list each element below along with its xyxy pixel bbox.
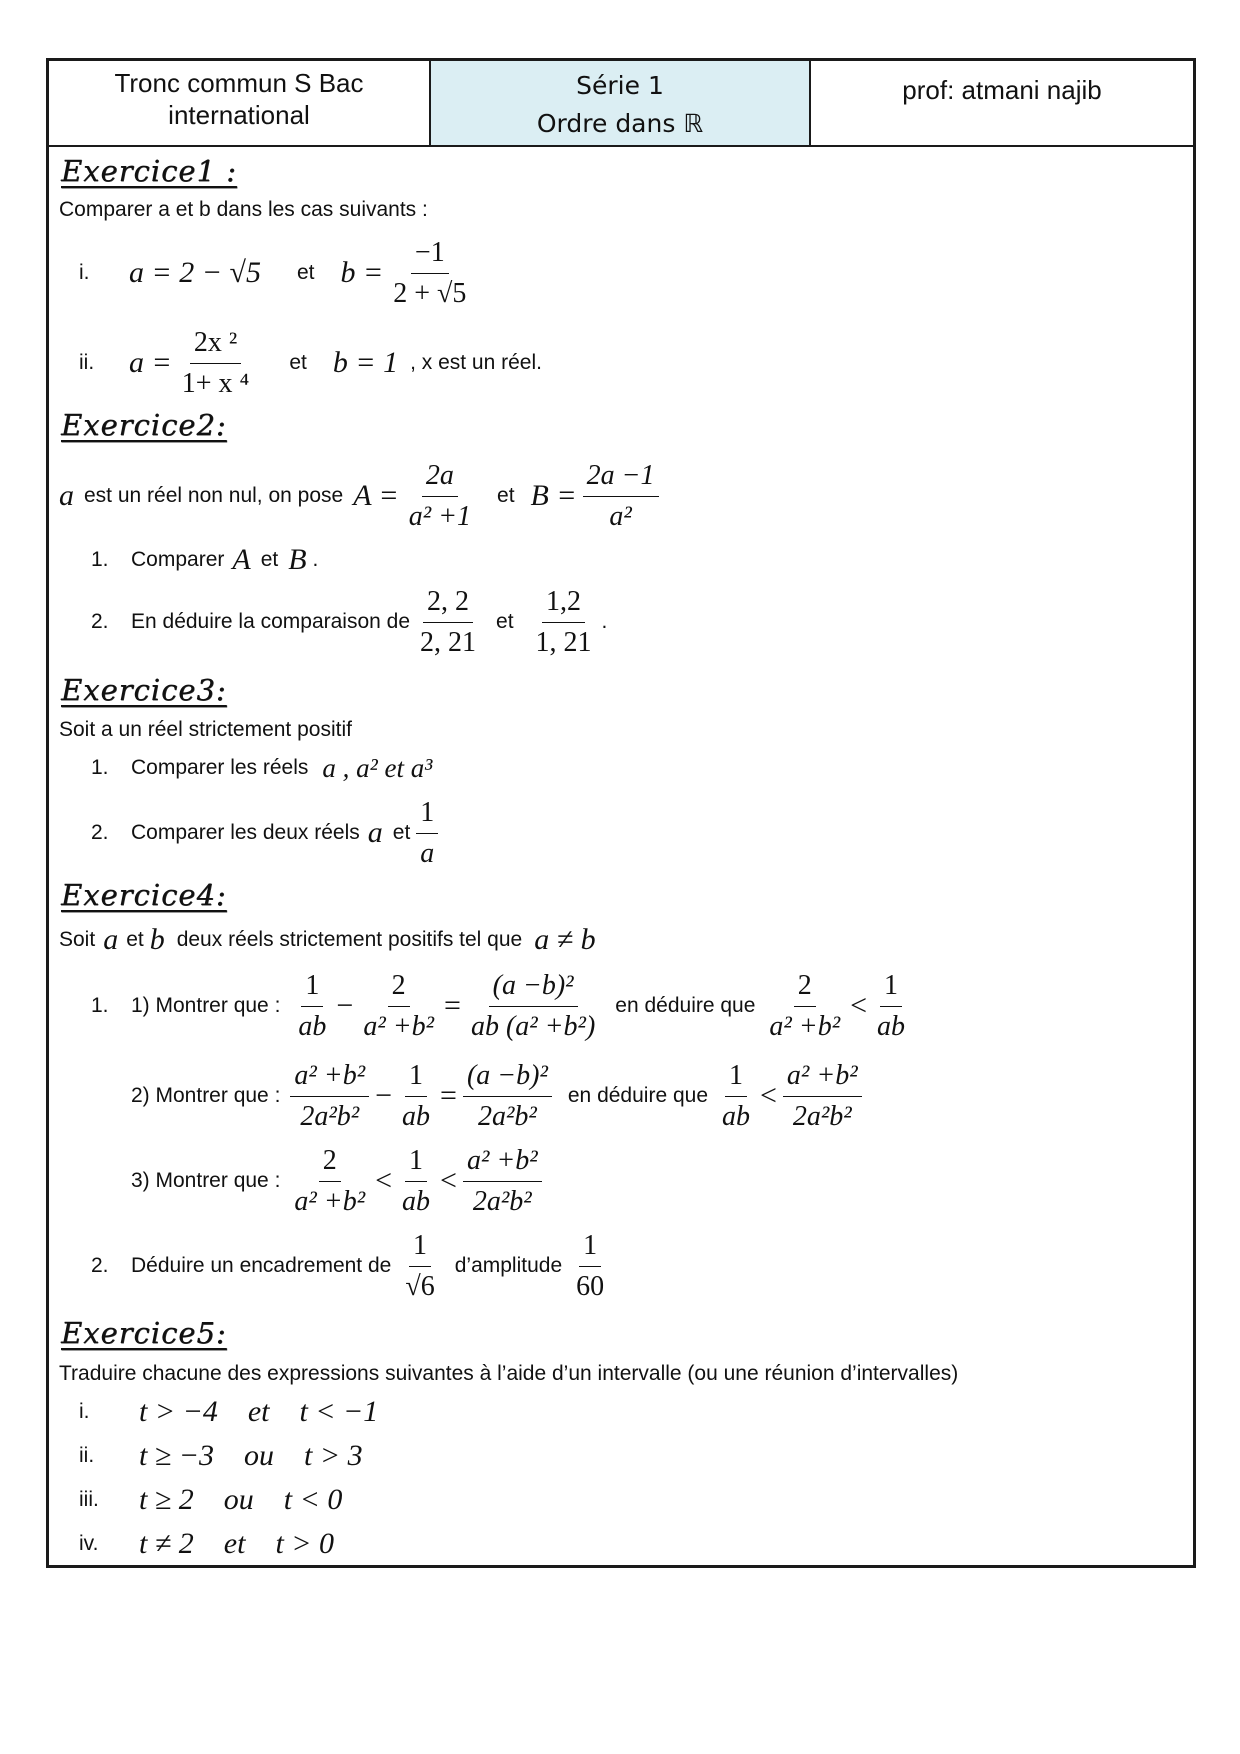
exercise-2-question-1: 1. Comparer A et B . [91, 543, 319, 576]
header-table [49, 61, 1193, 147]
fraction: $\frac{\text{(a −b)²}}{\text{2a²b²}}$ [463, 1060, 552, 1133]
exercise-4-step-1: 1. 1) Montrer que : $\frac{1}{ab}$ − $\frac{2}{\text{a² +b²}}$ = $\frac{\text{(a −b)²}}{\text{ab (a² +b²)}}$ en déduire que $\frac{2}{\text{a² +b²}}$ < $\frac{1}{ab}$ [91, 958, 915, 1054]
exercise-5-item: ii. t ≥ −3 ou t > 3 [79, 1439, 363, 1472]
fraction: $\frac{1}{60}$ [576, 1229, 605, 1302]
exercise-3-intro: Soit a un réel strictement positif [59, 718, 352, 741]
fraction: $\frac{1}{ab}$ [298, 969, 327, 1042]
exercise-4-step-3: 3) Montrer que : $\frac{2}{\text{a² +b²}}$ < $\frac{1}{ab}$ < $\frac{\text{a² +b²}}{\text{2a²b²}}$ [91, 1133, 548, 1229]
exercise-1-title: Exercice1 : [61, 154, 237, 188]
exercise-3-question-2: 2. Comparer les deux réels a et $\frac{1}{a}$ [91, 788, 444, 878]
fraction: $\frac{1}{√6}$ [405, 1229, 435, 1302]
exercise-5-item: iii. t ≥ 2 ou t < 0 [79, 1483, 343, 1516]
fraction: $\frac{\text{(a −b)²}}{\text{ab (a² +b²)}}$ [470, 969, 596, 1042]
fraction: $\frac{\text{a² +b²}}{\text{2a²b²}}$ [290, 1060, 369, 1133]
exercise-2-title: Exercice2: [61, 408, 227, 442]
fraction: $\frac{1}{ab}$ [722, 1059, 750, 1132]
fraction: $\frac{2}{\text{a² +b²}}$ [363, 969, 435, 1042]
exercise-4-intro: Soit a et b deux réels strictement positifs tel que a ≠ b [59, 923, 596, 956]
worksheet [46, 58, 1196, 1568]
fraction: $\frac{-1}{2 + √5}$ [393, 236, 467, 309]
fraction: $\frac{2, 2}{2, 21}$ [420, 585, 477, 658]
exercise-3-title: Exercice3: [61, 673, 227, 707]
fraction: $\frac{1}{a}$ [416, 797, 438, 870]
exercise-1-case-i: i. a = 2 − √5 et b = $\frac{-1}{2 + √5}$ [79, 228, 476, 318]
exercise-4-step-2: 2) Montrer que : $\frac{\text{a² +b²}}{\text{2a²b²}}$ − $\frac{1}{ab}$ = $\frac{\text{(a −b)²}}{\text{2a²b²}}$ en déduire que $\frac{1}{ab}$ < $\frac{\text{a² +b²}}{\text{2a²b²}}$ [91, 1048, 868, 1144]
fraction: $\frac{1,2}{1, 21}$ [535, 585, 592, 658]
exercise-4-question-2: 2. Déduire un encadrement de $\frac{1}{√6}$ d’amplitude $\frac{1}{60}$ [91, 1216, 614, 1316]
exercise-5-item: iv. t ≠ 2 et t > 0 [79, 1527, 335, 1560]
exercise-4-title: Exercice4: [61, 878, 227, 912]
exercise-5-title: Exercice5: [61, 1316, 227, 1350]
header-level: Tronc commun S Bac international [49, 61, 431, 145]
exercise-5-item: i. t > −4 et t < −1 [79, 1395, 379, 1428]
fraction: $\frac{2a}{\text{a² +1}}$ [408, 459, 472, 532]
fraction: $\frac{1}{ab}$ [402, 1059, 431, 1132]
fraction: $\frac{2}{\text{a² +b²}}$ [294, 1144, 366, 1217]
fraction: $\frac{2}{\text{a² +b²}}$ [769, 969, 841, 1042]
fraction: $\frac{\text{2x ²}}{\text{1+ x ⁴}}$ [181, 326, 250, 399]
fraction: $\frac{2a -1}{\text{a²}}$ [583, 460, 659, 533]
fraction: $\frac{\text{a² +b²}}{\text{2a²b²}}$ [463, 1145, 542, 1218]
fraction: $\frac{1}{ab}$ [402, 1144, 431, 1217]
exercise-1-case-ii: ii. a = $\frac{\text{2x ²}}{\text{1+ x ⁴}}$ et b = 1 , x est un réel. [79, 326, 542, 399]
exercise-3-question-1: 1. Comparer les réels a , a² et a³ [91, 752, 433, 783]
fraction: $\frac{1}{ab}$ [877, 969, 906, 1042]
header-teacher: prof: atmani najib [902, 75, 1102, 105]
header-series: Série 1 Ordre dans ℝ [431, 61, 811, 145]
exercise-5-intro: Traduire chacune des expressions suivantes à l’aide d’un intervalle (ou une réunion d’intervalles) [59, 1362, 959, 1385]
exercise-2-question-2: 2. En déduire la comparaison de $\frac{2, 2}{2, 21}$ et $\frac{1,2}{1, 21}$ . [91, 585, 608, 658]
fraction: $\frac{\text{a² +b²}}{\text{2a²b²}}$ [783, 1060, 862, 1133]
exercise-2-intro: a est un réel non nul, on pose A = $\frac{2a}{\text{a² +1}}$ et B = $\frac{2a -1}{\text{a²}}$ [59, 448, 665, 544]
exercise-1-intro: Comparer a et b dans les cas suivants : [59, 198, 428, 221]
